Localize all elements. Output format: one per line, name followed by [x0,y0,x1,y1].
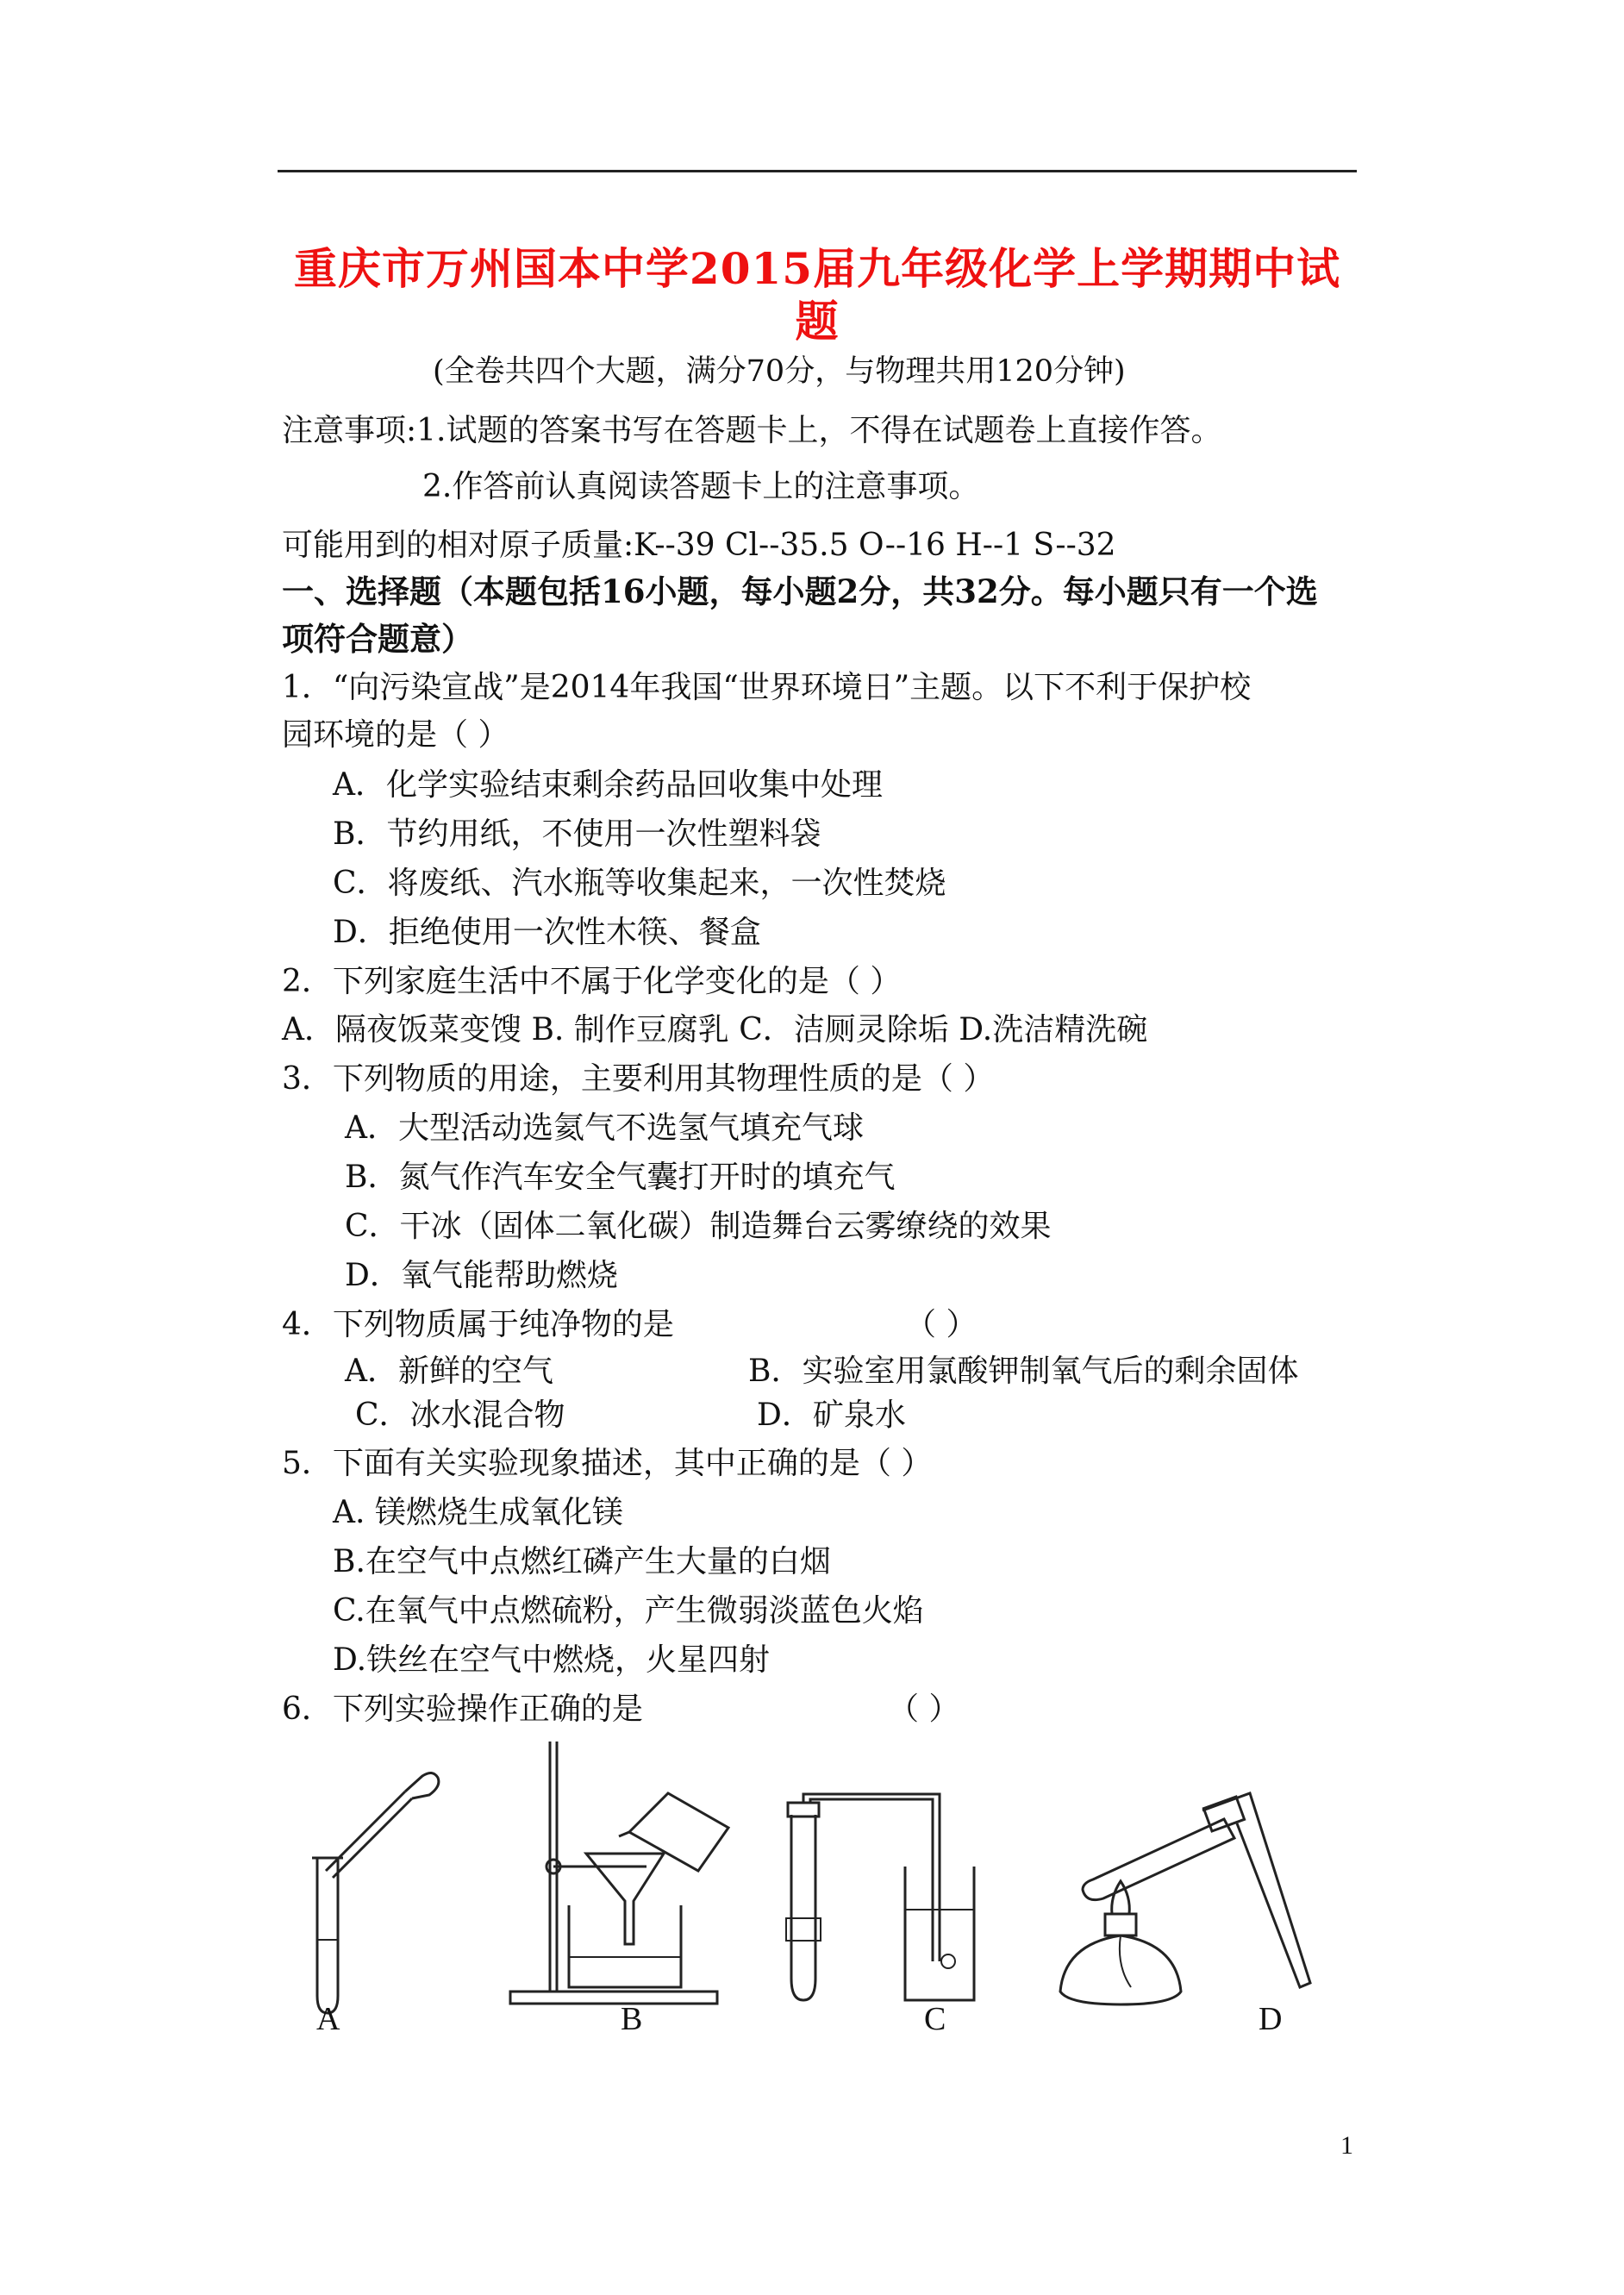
q4-option-a: A．新鲜的空气 [345,1354,553,1389]
figure-a-dropper-test-tube [293,1767,457,2026]
exam-title-line2: 题 [795,296,840,347]
notes-line1: 注意事项:1.试题的答案书写在答题卡上，不得在试题卷上直接作答。 [282,413,1222,448]
q5-stem: 5．下面有关实验现象描述，其中正确的是（ ） [282,1446,933,1481]
q3-option-a: A．大型活动选氦气不选氢气填充气球 [345,1110,864,1146]
exam-title-line1: 重庆市万州国本中学2015届九年级化学上学期期中试 [293,243,1341,294]
header-rule [278,170,1357,172]
q3-option-d: D．氧气能帮助燃烧 [345,1258,618,1293]
q3-option-b: B．氮气作汽车安全气囊打开时的填充气 [345,1160,896,1195]
q1-option-a: A．化学实验结束剩余药品回收集中处理 [333,767,883,803]
q4-option-d: D．矿泉水 [757,1398,906,1433]
q4-answer-paren: （ ） [905,1307,978,1342]
q1-option-d: D．拒绝使用一次性木筷、餐盒 [333,915,761,950]
notes-line2: 2.作答前认真阅读答题卡上的注意事项。 [422,469,980,504]
figure-label-c: C [924,2001,946,2037]
figure-b-filtration [500,1733,741,2017]
figure-label-b: B [621,2001,643,2037]
exam-info: (全卷共四个大题，满分70分，与物理共用120分钟) [433,354,1126,389]
q4-option-c: C．冰水混合物 [355,1398,565,1433]
q2-stem: 2．下列家庭生活中不属于化学变化的是（ ） [282,964,902,999]
figure-label-d: D [1259,2001,1283,2037]
q3-stem: 3．下列物质的用途，主要利用其物理性质的是（ ） [282,1061,995,1097]
q2-options: A．隔夜饭菜变馊 B. 制作豆腐乳 C．洁厕灵除垢 D.洗洁精洗碗 [282,1012,1148,1047]
q5-option-d: D.铁丝在空气中燃烧，火星四射 [333,1642,771,1678]
q5-option-b: B.在空气中点燃红磷产生大量的白烟 [333,1544,831,1579]
q6-stem: 6．下列实验操作正确的是 [282,1692,643,1727]
q5-option-c: C.在氧气中点燃硫粉，产生微弱淡蓝色火焰 [333,1593,924,1629]
q4-stem: 4．下列物质属于纯净物的是 [282,1307,674,1342]
section1-heading-line1: 一、选择题（本题包括16小题，每小题2分，共32分。每小题只有一个选 [282,572,1318,610]
q4-option-b: B．实验室用氯酸钾制氧气后的剩余固体 [748,1354,1299,1389]
page-number: 1 [1340,2131,1353,2160]
q5-option-a: A. 镁燃烧生成氧化镁 [333,1495,623,1530]
q1-stem-line1: 1．“向污染宣战”是2014年我国“世界环境日”主题。以下不利于保护校 [282,670,1252,705]
q3-option-c: C．干冰（固体二氧化碳）制造舞台云雾缭绕的效果 [345,1209,1052,1244]
q6-answer-paren: （ ） [888,1692,960,1727]
figure-c-gas-collection [776,1789,983,2013]
q1-option-b: B．节约用纸，不使用一次性塑料袋 [333,816,821,852]
figure-d-heating-test-tube [1052,1776,1327,2026]
q1-option-c: C．将废纸、汽水瓶等收集起来，一次性焚烧 [333,866,946,901]
section1-heading-line2: 项符合题意） [282,620,473,658]
atomic-masses: 可能用到的相对原子质量:K--39 Cl--35.5 O--16 H--1 S--32 [282,528,1116,563]
q1-stem-line2: 园环境的是（ ） [282,717,509,753]
figure-label-a: A [316,2001,340,2037]
